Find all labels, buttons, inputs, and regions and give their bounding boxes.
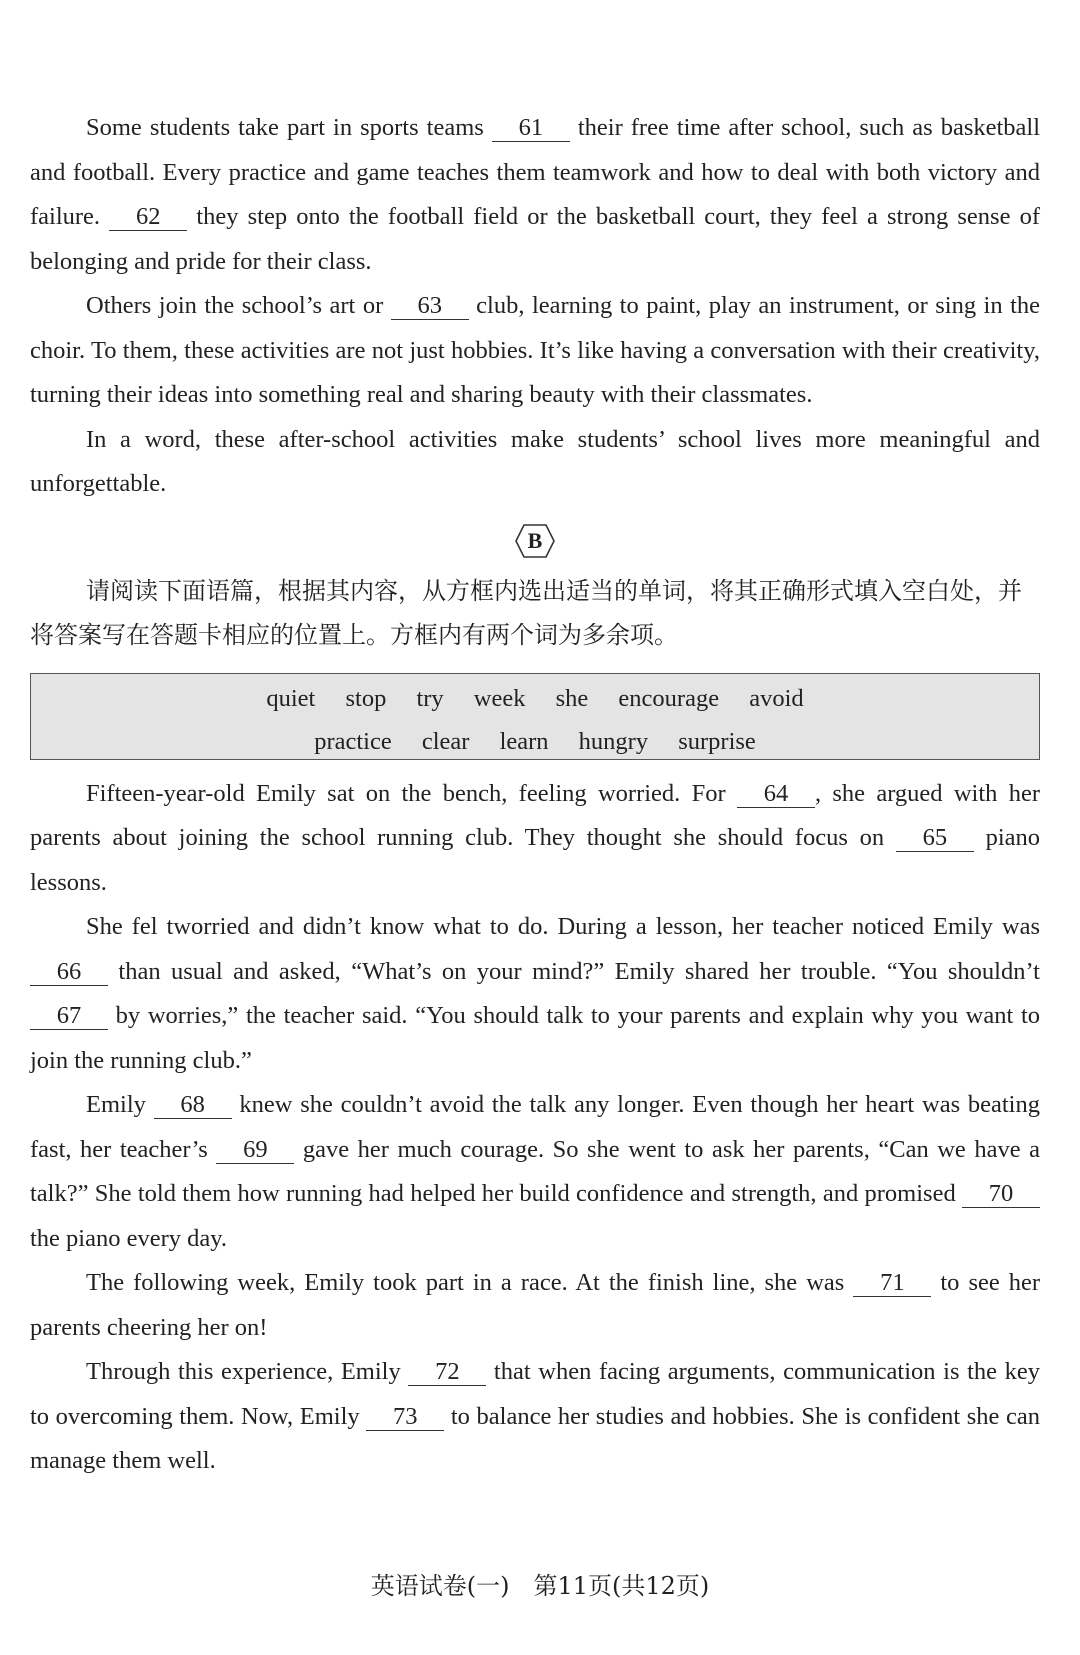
text: than usual and asked, “What’s on your mind?” Emily shared her trouble. “You shouldn’t	[118, 957, 1040, 985]
text: their free time after school, such as basketball and football. Every practice and game teaches them teamwork and how to deal with both victory and failure.	[30, 114, 1041, 230]
word-option: hungry	[578, 727, 649, 755]
passage-a-paragraph-3: In a word, these after-school activities make students’ school lives more meaningful and unforgettable.	[30, 425, 1040, 497]
text: piano lessons.	[30, 824, 1040, 896]
text: to balance her studies and hobbies. She is confident she can manage them well.	[30, 1402, 1041, 1474]
passage-b-paragraph-5	[30, 1350, 1040, 1484]
text: to see her parents cheering her on!	[30, 1269, 1041, 1341]
section-b-marker	[30, 523, 1040, 563]
blank-66: 66	[30, 959, 108, 986]
word-option: learn	[499, 727, 549, 755]
text: Others join the school’s art or	[86, 292, 384, 319]
hexagon-badge-icon	[514, 523, 556, 559]
section-b-label: B	[527, 527, 543, 553]
word-bank-row-2	[31, 720, 1039, 763]
blank-69: 69	[216, 1137, 294, 1164]
word-option: week	[473, 684, 526, 712]
word-option: she	[555, 684, 589, 712]
word-option: clear	[421, 727, 470, 755]
blank-71: 71	[853, 1270, 931, 1297]
text: club, learning to paint, play an instrument, or sing in the choir. To them, these activities are not just hobbies. It’s like having a conversation with their creativity, turning their ideas into something real and sharing beauty with their classmates.	[30, 292, 1041, 408]
passage-a-paragraph-1	[30, 106, 1040, 284]
blank-65: 65	[896, 825, 974, 852]
word-option: avoid	[749, 684, 804, 712]
word-option: quiet	[266, 684, 316, 712]
passage-b-paragraph-4	[30, 1261, 1040, 1350]
text: that when facing arguments, communication is the key to overcoming them. Now, Emily	[30, 1358, 1040, 1430]
passage-a-paragraph-2	[30, 284, 1040, 418]
blank-63: 63	[391, 293, 469, 320]
blank-73: 73	[366, 1404, 444, 1431]
passage-b-paragraph-2	[30, 905, 1040, 1083]
text: the piano every day.	[30, 1224, 228, 1252]
word-bank-box	[30, 673, 1040, 760]
text: Fifteen-year-old Emily sat on the bench, feeling worried. For	[86, 779, 726, 807]
text: gave her much courage. So she went to ask her parents, “Can we have a talk?” She told them how running had helped her build confidence and strength, and promised	[30, 1135, 1040, 1207]
text: knew she couldn’t avoid the talk any longer. Even though her heart was beating fast, her teacher’s	[30, 1091, 1040, 1163]
blank-61: 61	[492, 115, 570, 142]
text: Through this experience, Emily	[86, 1358, 401, 1385]
blank-62: 62	[109, 204, 187, 231]
word-bank-row-1	[31, 677, 1039, 720]
blank-68: 68	[154, 1092, 232, 1119]
word-option: surprise	[678, 727, 756, 755]
text: The following week, Emily took part in a race. At the finish line, she was	[86, 1269, 845, 1296]
text: by worries,” the teacher said. “You should talk to your parents and explain why you want to join the running club.”	[30, 1002, 1041, 1074]
passage-b-paragraph-1	[30, 772, 1040, 906]
word-option: practice	[314, 727, 392, 755]
blank-72: 72	[408, 1359, 486, 1386]
section-b-instructions: 请阅读下面语篇，根据其内容，从方框内选出适当的单词，将其正确形式填入空白处，并将答案写在答题卡相应的位置上。方框内有两个词为多余项。	[30, 576, 1022, 649]
blank-64: 64	[737, 781, 815, 808]
word-option: stop	[345, 684, 387, 712]
page-footer: 英语试卷(一) 第11页(共12页)	[370, 1572, 710, 1600]
blank-67: 67	[30, 1003, 108, 1030]
text: Emily	[86, 1091, 146, 1118]
text: Some students take part in sports teams	[86, 114, 484, 141]
text: they step onto the football field or the basketball court, they feel a strong sense of belonging and pride for their class.	[30, 203, 1040, 275]
passage-b-paragraph-3	[30, 1083, 1040, 1261]
blank-70: 70	[962, 1181, 1040, 1208]
text: She fel tworried and didn’t know what to do. During a lesson, her teacher noticed Emily was	[86, 913, 1040, 940]
word-option: try	[416, 684, 444, 712]
text: , she argued with her parents about joining the school running club. They thought she should focus on	[30, 779, 1041, 851]
word-option: encourage	[618, 684, 720, 712]
